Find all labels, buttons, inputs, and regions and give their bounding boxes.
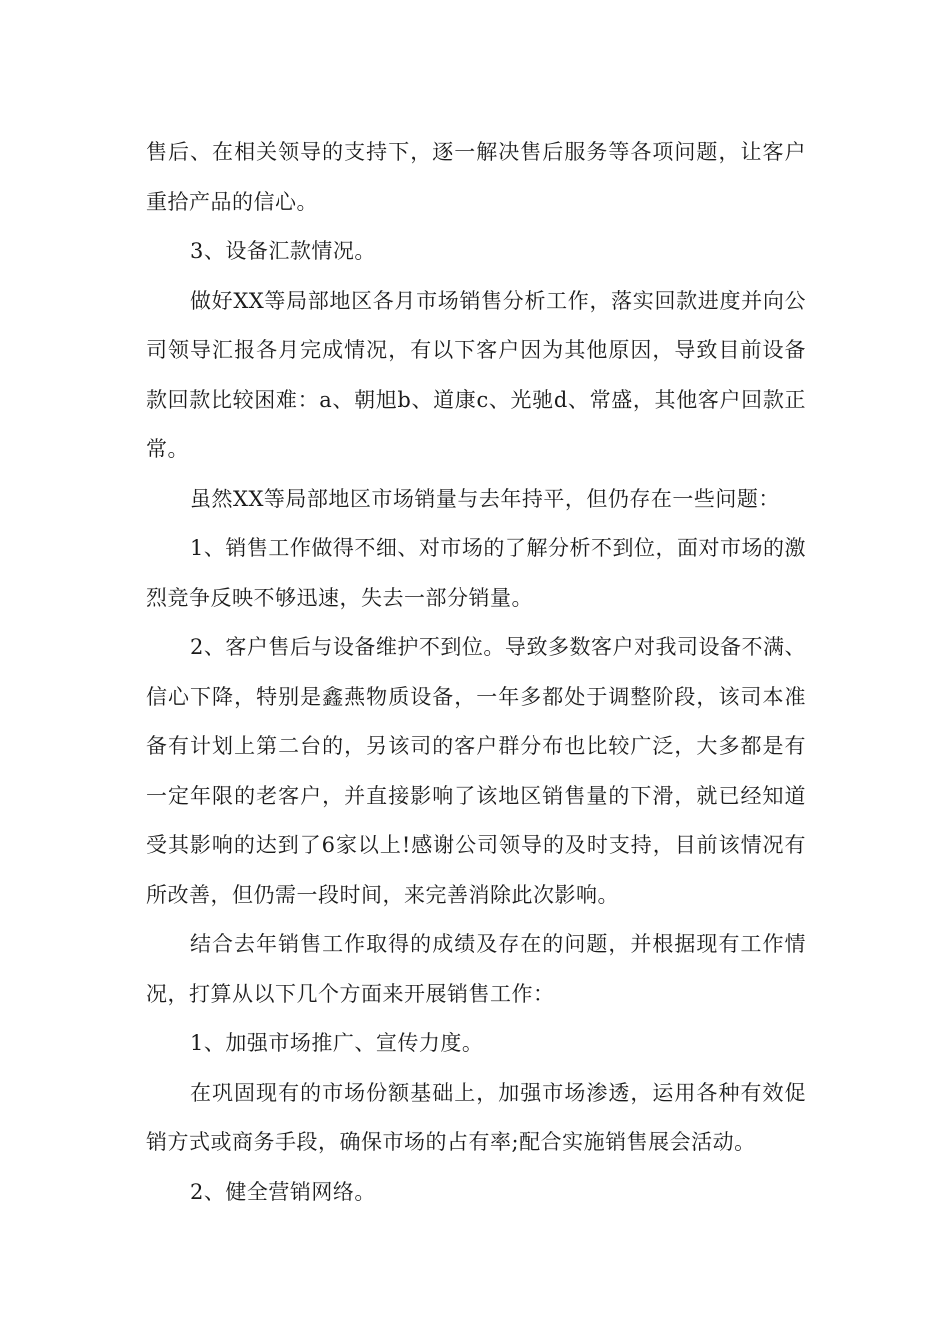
paragraph-problem-2: 2、客户售后与设备维护不到位。导致多数客户对我司设备不满、信心下降，特别是鑫燕物质设备，一年多都处于调整阶段，该司本准备有计划上第二台的，另该司的客户群分布也比较广泛，大多都是有一定年限的老客户，并直接影响了该地区销售量的下滑，就已经知道受其影响的达到了6家以上!感谢公司领导的及时支持，目前该情况有所改善，但仍需一段时间，来完善消除此次影响。 <box>146 635 806 907</box>
heading-plan-1: 1、加强市场推广、宣传力度。 <box>190 1031 484 1055</box>
heading-plan-2: 2、健全营销网络。 <box>190 1179 376 1204</box>
paragraph-plan-intro: 结合去年销售工作取得的成绩及存在的问题，并根据现有工作情况，打算从以下几个方面来开展销售工作： <box>146 932 806 1006</box>
paragraph-after-sales-continuation: 售后、在相关领导的支持下，逐一解决售后服务等各项问题，让客户重拾产品的信心。 <box>146 140 806 214</box>
heading-equipment-payment: 3、设备汇款情况。 <box>190 239 376 263</box>
paragraph-plan-1-detail: 在巩固现有的市场份额基础上，加强市场渗透，运用各种有效促销方式或商务手段，确保市场的占有率;配合实施销售展会活动。 <box>146 1080 806 1154</box>
paragraph-problem-1: 1、销售工作做得不细、对市场的了解分析不到位，面对市场的激烈竞争反映不够迅速，失去一部分销量。 <box>146 536 806 610</box>
paragraph-problems-intro: 虽然XX等局部地区市场销量与去年持平，但仍存在一些问题： <box>190 486 780 511</box>
document-body <box>146 128 806 1217</box>
paragraph-payment-analysis: 做好XX等局部地区各月市场销售分析工作，落实回款进度并向公司领导汇报各月完成情况，有以下客户因为其他原因，导致目前设备款回款比较困难：a、朝旭b、道康c、光驰d、常盛，其他客户回款正常。 <box>146 288 806 461</box>
